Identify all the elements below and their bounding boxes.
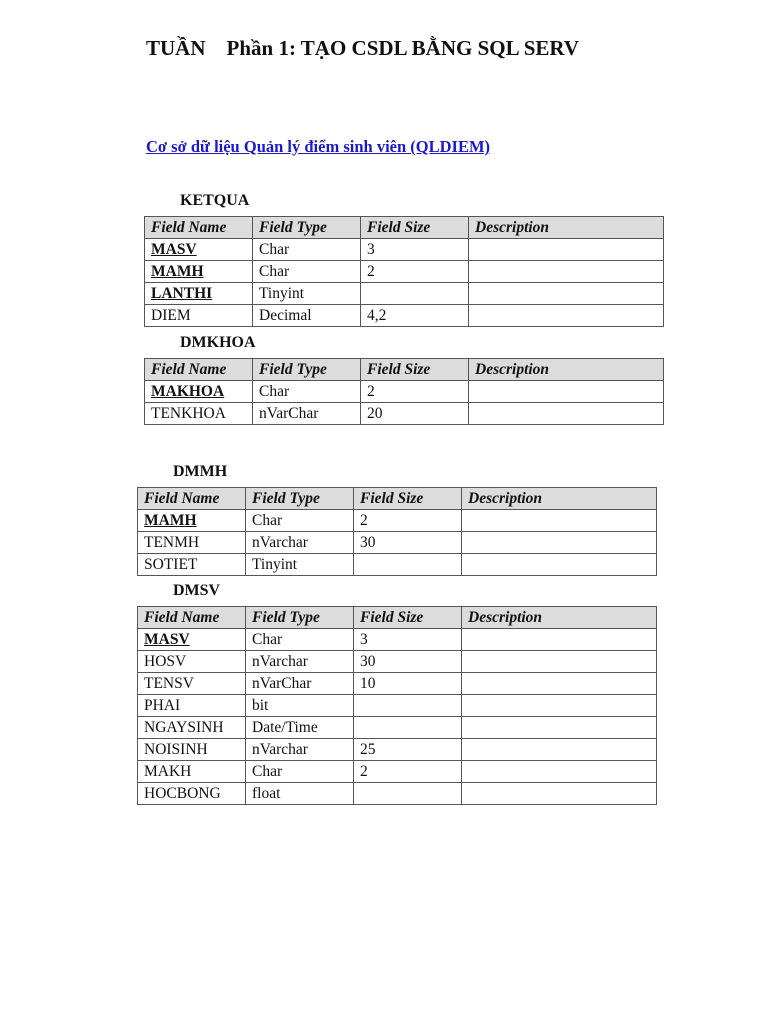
field-type-cell: Char (246, 761, 354, 783)
field-type-cell: Date/Time (246, 717, 354, 739)
table-row (138, 554, 657, 576)
header-row (145, 217, 664, 239)
column-header: Field Name (138, 488, 246, 510)
column-header: Description (462, 607, 657, 629)
table-ketqua (144, 216, 664, 327)
table-dmkhoa (144, 358, 664, 425)
field-name-cell: LANTHI (145, 283, 253, 305)
table-row (145, 305, 664, 327)
table-row (138, 673, 657, 695)
field-name-cell: SOTIET (138, 554, 246, 576)
description-cell (469, 283, 664, 305)
column-header: Field Type (253, 359, 361, 381)
column-header: Field Size (354, 607, 462, 629)
field-size-cell (354, 695, 462, 717)
description-cell (462, 761, 657, 783)
description-cell (462, 532, 657, 554)
field-name-cell: MAMH (145, 261, 253, 283)
field-size-cell: 20 (361, 403, 469, 425)
field-name-cell: DIEM (145, 305, 253, 327)
table-dmsv (137, 606, 657, 805)
description-cell (462, 783, 657, 805)
field-type-cell: nVarChar (253, 403, 361, 425)
field-size-cell: 30 (354, 651, 462, 673)
field-size-cell: 2 (361, 261, 469, 283)
table-row (138, 510, 657, 532)
field-size-cell: 10 (354, 673, 462, 695)
field-size-cell: 30 (354, 532, 462, 554)
field-size-cell: 4,2 (361, 305, 469, 327)
table-name-ketqua: KETQUA (180, 192, 250, 209)
table-row (138, 783, 657, 805)
field-name-cell: MASV (145, 239, 253, 261)
table-row (138, 695, 657, 717)
field-size-cell: 3 (361, 239, 469, 261)
table-row (145, 261, 664, 283)
table-row (145, 403, 664, 425)
field-type-cell: Decimal (253, 305, 361, 327)
description-cell (469, 239, 664, 261)
field-size-cell (354, 783, 462, 805)
field-size-cell: 2 (361, 381, 469, 403)
description-cell (462, 695, 657, 717)
field-type-cell: Char (253, 381, 361, 403)
field-name-cell: TENKHOA (145, 403, 253, 425)
field-type-cell: float (246, 783, 354, 805)
field-size-cell: 2 (354, 761, 462, 783)
column-header: Field Type (246, 607, 354, 629)
column-header: Description (462, 488, 657, 510)
field-name-cell: TENSV (138, 673, 246, 695)
field-name-cell: HOCBONG (138, 783, 246, 805)
field-type-cell: nVarchar (246, 651, 354, 673)
field-name-cell: MASV (138, 629, 246, 651)
column-header: Field Type (246, 488, 354, 510)
field-type-cell: Tinyint (253, 283, 361, 305)
table-row (138, 717, 657, 739)
description-cell (469, 261, 664, 283)
table-name-dmkhoa: DMKHOA (180, 334, 256, 351)
field-name-cell: MAKHOA (145, 381, 253, 403)
field-name-cell: NOISINH (138, 739, 246, 761)
description-cell (462, 673, 657, 695)
field-type-cell: Char (253, 239, 361, 261)
header-row (145, 359, 664, 381)
column-header: Description (469, 217, 664, 239)
page-title: TUẦN Phần 1: TẠO CSDL BẰNG SQL SERV (146, 36, 579, 60)
field-type-cell: nVarchar (246, 739, 354, 761)
field-name-cell: MAMH (138, 510, 246, 532)
field-type-cell: nVarchar (246, 532, 354, 554)
column-header: Field Size (361, 359, 469, 381)
field-size-cell: 25 (354, 739, 462, 761)
header-row (138, 488, 657, 510)
table-name-dmsv: DMSV (173, 582, 221, 599)
field-name-cell: NGAYSINH (138, 717, 246, 739)
description-cell (462, 554, 657, 576)
table-row (138, 629, 657, 651)
field-name-cell: MAKH (138, 761, 246, 783)
description-cell (462, 717, 657, 739)
field-type-cell: Tinyint (246, 554, 354, 576)
description-cell (469, 403, 664, 425)
field-size-cell (354, 554, 462, 576)
table-name-dmmh: DMMH (173, 463, 228, 480)
description-cell (469, 381, 664, 403)
field-type-cell: bit (246, 695, 354, 717)
column-header: Field Size (354, 488, 462, 510)
description-cell (462, 510, 657, 532)
description-cell (462, 739, 657, 761)
column-header: Field Size (361, 217, 469, 239)
table-row (145, 239, 664, 261)
database-link[interactable]: Cơ sở dữ liệu Quản lý điểm sinh viên (QLDIEM) (146, 137, 491, 156)
column-header: Field Name (145, 359, 253, 381)
description-cell (462, 651, 657, 673)
description-cell (469, 305, 664, 327)
field-type-cell: Char (246, 629, 354, 651)
field-size-cell (361, 283, 469, 305)
table-row (138, 739, 657, 761)
field-type-cell: Char (253, 261, 361, 283)
column-header: Field Name (145, 217, 253, 239)
column-header: Field Type (253, 217, 361, 239)
table-row (145, 283, 664, 305)
column-header: Field Name (138, 607, 246, 629)
field-type-cell: nVarChar (246, 673, 354, 695)
table-dmmh (137, 487, 657, 576)
table-row (138, 651, 657, 673)
table-row (138, 532, 657, 554)
table-row (138, 761, 657, 783)
field-name-cell: PHAI (138, 695, 246, 717)
description-cell (462, 629, 657, 651)
column-header: Description (469, 359, 664, 381)
field-size-cell: 2 (354, 510, 462, 532)
table-row (145, 381, 664, 403)
header-row (138, 607, 657, 629)
field-size-cell (354, 717, 462, 739)
field-name-cell: HOSV (138, 651, 246, 673)
field-type-cell: Char (246, 510, 354, 532)
field-name-cell: TENMH (138, 532, 246, 554)
field-size-cell: 3 (354, 629, 462, 651)
